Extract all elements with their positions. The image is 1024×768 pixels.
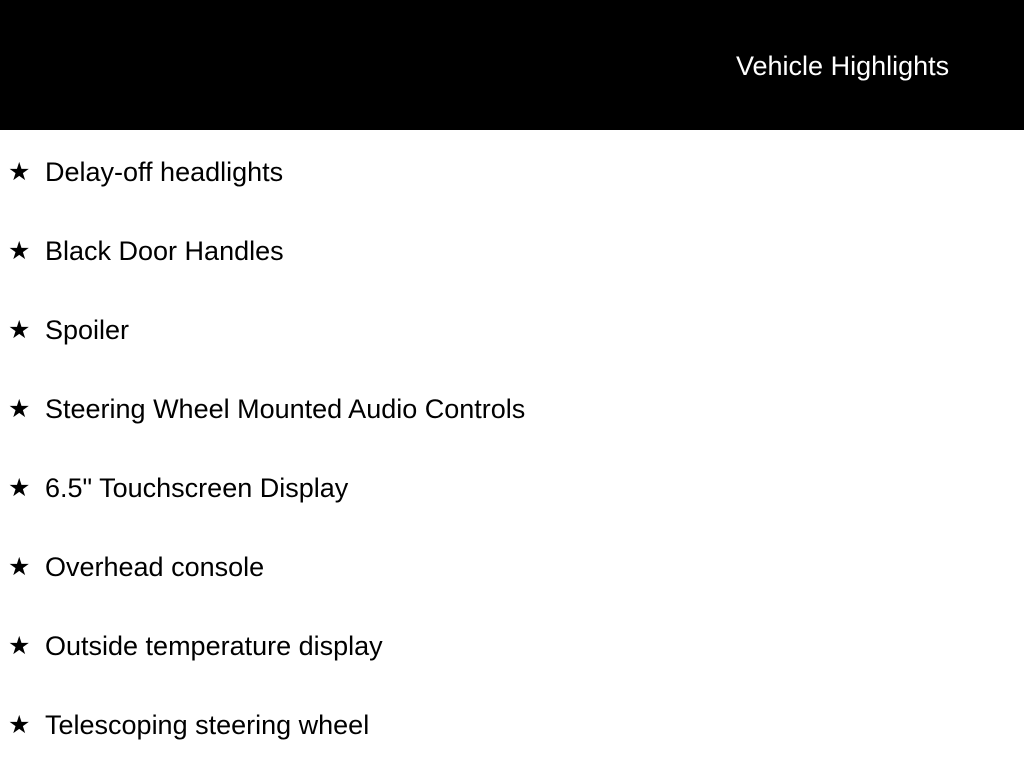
star-icon: ★: [8, 474, 31, 502]
list-item-label: 6.5" Touchscreen Display: [45, 473, 349, 503]
list-item-label: Overhead console: [45, 552, 265, 582]
page-title: Vehicle Highlights: [736, 51, 950, 81]
star-icon: ★: [8, 316, 31, 344]
list-item-label: Telescoping steering wheel: [45, 710, 370, 740]
list-item: [0, 628, 1024, 664]
list-item: [0, 707, 1024, 743]
list-item-label: Outside temperature display: [45, 631, 383, 661]
star-icon: ★: [8, 711, 31, 739]
star-icon: ★: [8, 158, 31, 186]
list-item: [0, 391, 1024, 427]
star-icon: ★: [8, 553, 31, 581]
star-icon: ★: [8, 395, 31, 423]
list-item-label: Spoiler: [45, 315, 130, 345]
list-item: [0, 312, 1024, 348]
list-item-label: Delay-off headlights: [45, 157, 284, 187]
star-icon: ★: [8, 237, 31, 265]
star-icon: ★: [8, 632, 31, 660]
list-item-label: Black Door Handles: [45, 236, 284, 266]
list-item: [0, 154, 1024, 190]
list-item: [0, 233, 1024, 269]
highlight-list: [0, 130, 1024, 743]
list-item: [0, 549, 1024, 585]
list-item-label: Steering Wheel Mounted Audio Controls: [45, 394, 526, 424]
list-item: [0, 470, 1024, 506]
header-bar: [0, 0, 1024, 130]
